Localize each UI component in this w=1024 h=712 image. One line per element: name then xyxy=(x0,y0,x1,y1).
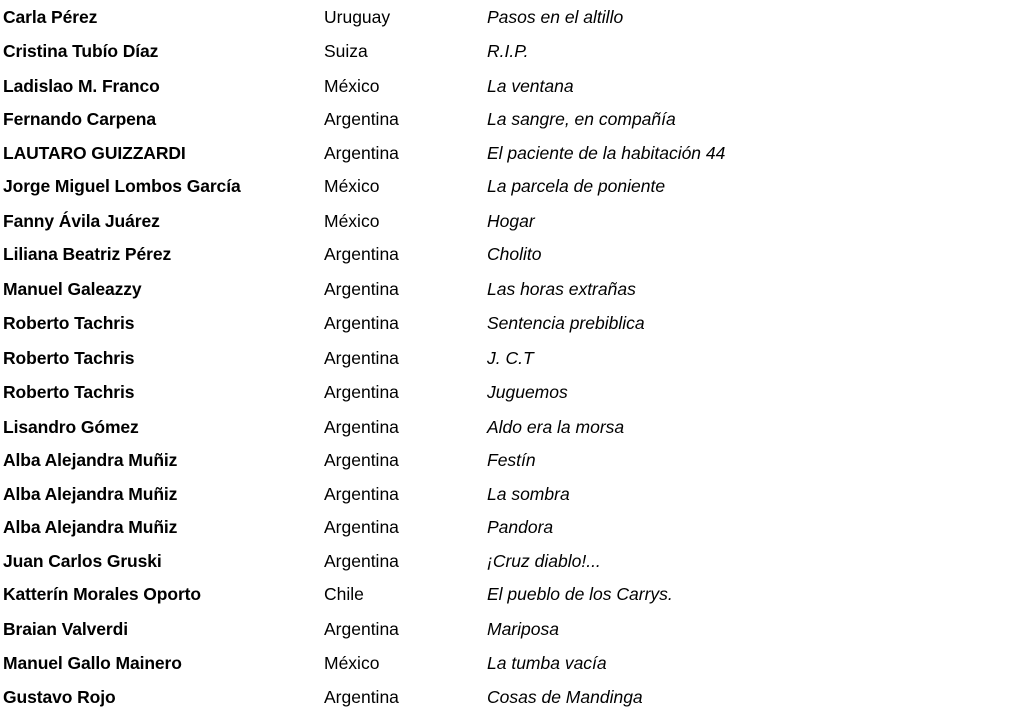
table-row xyxy=(0,309,1024,337)
author-name: Fanny Ávila Juárez xyxy=(3,211,160,231)
country-name: Argentina xyxy=(324,619,399,639)
author-name: Cristina Tubío Díaz xyxy=(3,41,159,61)
story-title: Sentencia prebiblica xyxy=(487,313,645,333)
country-name: Suiza xyxy=(324,41,368,61)
country-name: Argentina xyxy=(324,484,399,504)
country-name: Argentina xyxy=(324,687,399,707)
table-row xyxy=(0,547,1024,575)
author-name: LAUTARO GUIZZARDI xyxy=(3,143,186,163)
author-name: Manuel Galeazzy xyxy=(3,279,142,299)
story-title: R.I.P. xyxy=(487,41,529,61)
country-name: Argentina xyxy=(324,143,399,163)
author-name: Alba Alejandra Muñiz xyxy=(3,517,178,537)
author-name: Lisandro Gómez xyxy=(3,417,139,437)
author-name: Braian Valverdi xyxy=(3,619,128,639)
table-row xyxy=(0,275,1024,303)
country-name: Argentina xyxy=(324,348,399,368)
story-title: Aldo era la morsa xyxy=(487,417,625,437)
table-row xyxy=(0,413,1024,441)
story-title: Las horas extrañas xyxy=(487,279,636,299)
table-row xyxy=(0,72,1024,100)
story-title: La sangre, en compañía xyxy=(487,109,676,129)
country-name: México xyxy=(324,211,380,231)
table-row xyxy=(0,105,1024,133)
author-name: Jorge Miguel Lombos García xyxy=(3,176,241,196)
story-title: El pueblo de los Carrys. xyxy=(487,584,673,604)
author-name: Manuel Gallo Mainero xyxy=(3,653,182,673)
author-name: Roberto Tachris xyxy=(3,382,135,402)
story-title: La parcela de poniente xyxy=(487,176,666,196)
country-name: Argentina xyxy=(324,551,399,571)
table-row xyxy=(0,580,1024,608)
author-name: Carla Pérez xyxy=(3,7,98,27)
country-name: Uruguay xyxy=(324,7,391,27)
story-title: La ventana xyxy=(487,76,574,96)
country-name: Argentina xyxy=(324,279,399,299)
country-name: Chile xyxy=(324,584,364,604)
country-name: Argentina xyxy=(324,244,399,264)
story-title: Festín xyxy=(487,450,536,470)
story-title: Juguemos xyxy=(487,382,568,402)
author-name: Katterín Morales Oporto xyxy=(3,584,202,604)
country-name: Argentina xyxy=(324,450,399,470)
story-title: ¡Cruz diablo!... xyxy=(487,551,601,571)
author-name: Alba Alejandra Muñiz xyxy=(3,450,178,470)
country-name: Argentina xyxy=(324,517,399,537)
table-row xyxy=(0,446,1024,474)
table-row xyxy=(0,172,1024,200)
story-title: El paciente de la habitación 44 xyxy=(487,143,726,163)
author-name: Roberto Tachris xyxy=(3,348,135,368)
table-row xyxy=(0,649,1024,677)
author-name: Liliana Beatriz Pérez xyxy=(3,244,172,264)
story-title: Cosas de Mandinga xyxy=(487,687,643,707)
country-name: México xyxy=(324,76,380,96)
table-row xyxy=(0,344,1024,372)
author-name: Gustavo Rojo xyxy=(3,687,116,707)
story-title: Pasos en el altillo xyxy=(487,7,624,27)
story-title: J. C.T xyxy=(487,348,534,368)
table-row xyxy=(0,480,1024,508)
country-name: México xyxy=(324,176,380,196)
author-name: Juan Carlos Gruski xyxy=(3,551,162,571)
table-row xyxy=(0,139,1024,167)
author-name: Alba Alejandra Muñiz xyxy=(3,484,178,504)
table-row xyxy=(0,3,1024,31)
story-title: Pandora xyxy=(487,517,554,537)
country-name: Argentina xyxy=(324,313,399,333)
country-name: Argentina xyxy=(324,382,399,402)
author-name: Fernando Carpena xyxy=(3,109,157,129)
author-name: Ladislao M. Franco xyxy=(3,76,160,96)
table-row xyxy=(0,37,1024,65)
table-row xyxy=(0,615,1024,643)
table-row xyxy=(0,207,1024,235)
country-name: Argentina xyxy=(324,417,399,437)
author-name: Roberto Tachris xyxy=(3,313,135,333)
table-row xyxy=(0,683,1024,711)
story-title: La sombra xyxy=(487,484,570,504)
table-row xyxy=(0,378,1024,406)
story-title: Cholito xyxy=(487,244,542,264)
story-title: La tumba vacía xyxy=(487,653,607,673)
story-title: Hogar xyxy=(487,211,535,231)
country-name: México xyxy=(324,653,380,673)
table-row xyxy=(0,240,1024,268)
country-name: Argentina xyxy=(324,109,399,129)
table-row xyxy=(0,513,1024,541)
story-title: Mariposa xyxy=(487,619,559,639)
